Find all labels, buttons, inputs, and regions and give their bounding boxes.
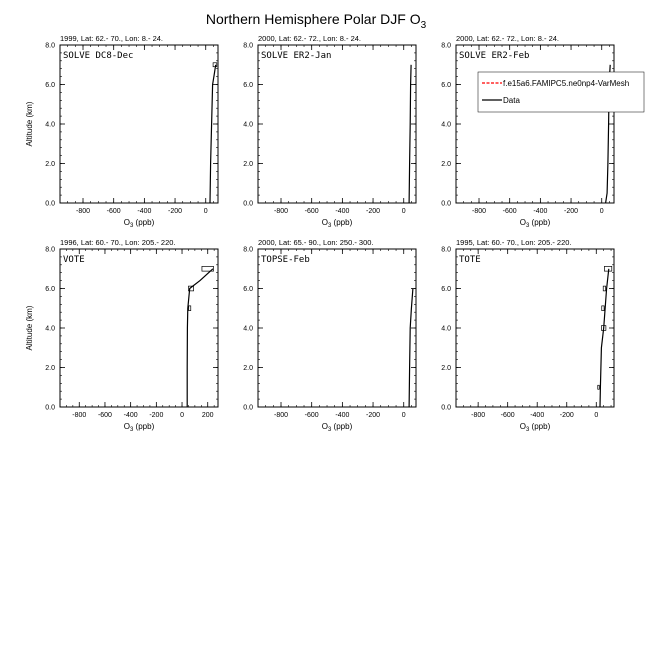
campaign-label: SOLVE DC8-Dec [63, 51, 134, 61]
panel-header: 2000, Lat: 62.- 72., Lon: 8.- 24. [258, 34, 361, 43]
observation-profile-line [409, 289, 413, 408]
observation-profile-line [210, 65, 216, 203]
y-tick-label: 0.0 [441, 404, 451, 412]
observation-profile-line [600, 269, 609, 407]
x-tick-label: -400 [335, 208, 350, 215]
x-tick-label: -800 [472, 208, 487, 215]
campaign-label: VOTE [63, 255, 85, 265]
x-tick-label: -600 [304, 412, 319, 419]
panel-5 [243, 238, 416, 433]
data-spread-box [602, 306, 604, 311]
x-tick-label: -800 [76, 208, 91, 215]
y-tick-label: 8.0 [441, 42, 451, 50]
y-tick-label: 4.0 [45, 121, 55, 129]
x-axis-label: $O_3$ (ppb) [123, 218, 155, 229]
y-tick-label: 8.0 [45, 246, 55, 254]
data-spread-box [603, 286, 605, 291]
x-tick-label: -800 [72, 412, 87, 419]
panel-header: 1995, Lat: 60.- 70., Lon: 205.- 220. [456, 238, 572, 247]
x-axis-label: $O_3$ (ppb) [321, 422, 353, 433]
x-tick-label: -200 [366, 208, 381, 215]
x-tick-label: 0 [599, 208, 604, 215]
observation-profile-line [409, 65, 411, 203]
x-tick-label: 0 [401, 412, 406, 419]
y-tick-label: 2.0 [441, 161, 451, 168]
y-tick-label: 2.0 [441, 365, 451, 372]
x-tick-label: 0 [594, 412, 599, 419]
panel-1 [25, 34, 218, 229]
campaign-label: SOLVE ER2-Jan [261, 51, 332, 61]
plot-frame [258, 249, 416, 407]
x-tick-label: -600 [500, 412, 515, 419]
x-tick-label: -800 [471, 412, 486, 419]
y-tick-label: 8.0 [243, 246, 253, 254]
y-tick-label: 6.0 [441, 82, 451, 89]
y-tick-label: 8.0 [441, 246, 451, 254]
x-axis-label: $O_3$ (ppb) [321, 218, 353, 229]
y-tick-label: 8.0 [45, 42, 55, 50]
x-tick-label: -400 [530, 412, 545, 419]
x-tick-label: -400 [123, 412, 138, 419]
y-axis-label: Altitude (km) [25, 305, 34, 351]
x-axis-label: $O_3$ (ppb) [519, 218, 551, 229]
x-tick-label: -600 [106, 208, 121, 215]
y-tick-label: 4.0 [243, 121, 253, 129]
legend-label: Data [503, 96, 520, 105]
y-tick-label: 6.0 [45, 286, 55, 293]
y-tick-label: 6.0 [441, 286, 451, 293]
x-tick-label: -400 [335, 412, 350, 419]
y-tick-label: 6.0 [45, 82, 55, 89]
x-tick-label: -200 [366, 412, 381, 419]
x-tick-label: -600 [304, 208, 319, 215]
x-tick-label: -200 [559, 412, 574, 419]
y-tick-label: 0.0 [45, 404, 55, 412]
x-tick-label: -600 [502, 208, 517, 215]
panel-header: 1996, Lat: 60.- 70., Lon: 205.- 220. [60, 238, 176, 247]
x-axis-label: $O_3$ (ppb) [123, 422, 155, 433]
y-tick-label: 0.0 [441, 200, 451, 208]
y-tick-label: 4.0 [441, 121, 451, 129]
plot-frame [60, 45, 218, 203]
panel-header: 2000, Lat: 65.- 90., Lon: 250.- 300. [258, 238, 374, 247]
x-tick-label: -200 [168, 208, 183, 215]
x-tick-label: -200 [564, 208, 579, 215]
y-tick-label: 2.0 [243, 365, 253, 372]
panel-4 [25, 238, 218, 433]
y-tick-label: 6.0 [243, 286, 253, 293]
x-tick-label: -200 [149, 412, 164, 419]
data-spread-box [598, 385, 600, 389]
data-spread-box [189, 306, 191, 311]
y-tick-label: 0.0 [45, 200, 55, 208]
y-tick-label: 2.0 [45, 161, 55, 168]
legend-label: f.e15a6.FAMIPC5.ne0np4-VarMesh [503, 79, 630, 88]
panel-6 [441, 238, 614, 433]
y-tick-label: 2.0 [45, 365, 55, 372]
campaign-label: TOTE [459, 255, 481, 265]
y-tick-label: 6.0 [243, 82, 253, 89]
plot-frame [258, 45, 416, 203]
y-tick-label: 0.0 [243, 200, 253, 208]
x-axis-label: $O_3$ (ppb) [519, 422, 551, 433]
y-tick-label: 2.0 [243, 161, 253, 168]
y-tick-label: 4.0 [243, 325, 253, 333]
panel-2 [243, 34, 416, 229]
plot-frame [60, 249, 218, 407]
observation-profile-line [187, 269, 213, 407]
x-tick-label: -400 [533, 208, 548, 215]
panel-grid [25, 34, 644, 433]
figure-title: Northern Hemisphere Polar DJF $O_3$ [205, 11, 427, 31]
plot-frame [456, 249, 614, 407]
x-tick-label: 0 [401, 208, 406, 215]
x-tick-label: -800 [274, 208, 289, 215]
y-tick-label: 0.0 [243, 404, 253, 412]
y-tick-label: 4.0 [45, 325, 55, 333]
x-tick-label: -600 [97, 412, 112, 419]
y-axis-label: Altitude (km) [25, 101, 34, 147]
panel-header: 2000, Lat: 62.- 72., Lon: 8.- 24. [456, 34, 559, 43]
x-tick-label: 0 [180, 412, 184, 419]
x-tick-label: -800 [274, 412, 289, 419]
legend-box [478, 72, 644, 112]
plot-frame [456, 45, 614, 203]
panel-header: 1999, Lat: 62.- 70., Lon: 8.- 24. [60, 34, 163, 43]
x-tick-label: 200 [201, 412, 214, 419]
campaign-label: SOLVE ER2-Feb [459, 51, 530, 61]
x-tick-label: -400 [137, 208, 152, 215]
y-tick-label: 8.0 [243, 42, 253, 50]
x-tick-label: 0 [203, 208, 208, 215]
panel-3 [441, 34, 644, 229]
y-tick-label: 4.0 [441, 325, 451, 333]
campaign-label: TOPSE-Feb [261, 255, 310, 265]
